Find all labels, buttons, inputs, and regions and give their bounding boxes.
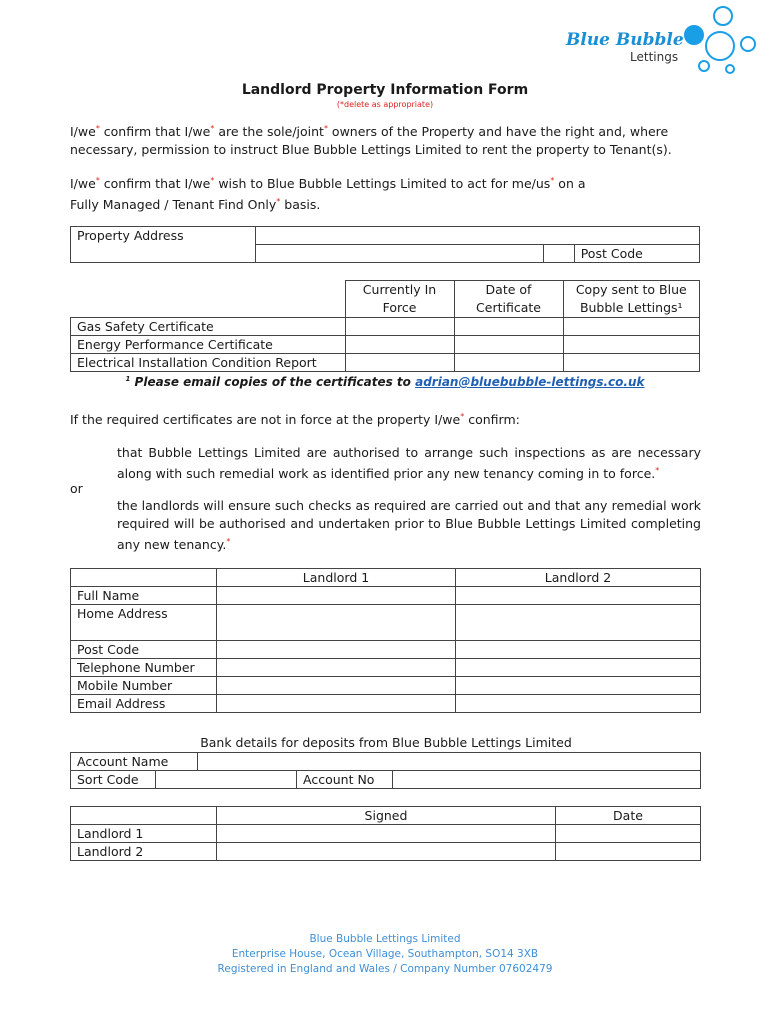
page-subtitle: (*delete as appropriate) bbox=[336, 100, 434, 109]
logo-brand: Blue Bubble bbox=[566, 30, 684, 50]
footer bbox=[0, 932, 770, 977]
bubble-icon bbox=[698, 60, 710, 72]
signed-table bbox=[70, 806, 701, 861]
cell-field[interactable] bbox=[454, 336, 563, 354]
bank-table bbox=[70, 752, 701, 771]
bubble-icon bbox=[705, 31, 735, 61]
cell-field[interactable] bbox=[456, 587, 701, 605]
header-currently-in-force: Currently In Force bbox=[345, 281, 454, 318]
cell-field[interactable] bbox=[345, 354, 454, 372]
cell-field[interactable] bbox=[563, 318, 700, 336]
table-row bbox=[71, 641, 701, 659]
cell-field[interactable] bbox=[563, 354, 700, 372]
cell-field[interactable] bbox=[456, 677, 701, 695]
footer-registration: Registered in England and Wales / Company Number 07602479 bbox=[217, 963, 553, 975]
option-two: the landlords will ensure such checks as required are carried out and that any remedial work required will be authorised and undertaken prior to Blue Bubble Lettings Limited completing any new tenancy.* bbox=[117, 498, 701, 553]
header-date: Date bbox=[556, 807, 701, 825]
or-text: or bbox=[70, 481, 83, 496]
sort-code-label: Sort Code bbox=[71, 771, 156, 789]
cell-field[interactable] bbox=[345, 336, 454, 354]
row-label: Landlord 2 bbox=[71, 843, 217, 861]
email-link[interactable]: adrian@bluebubble-lettings.co.uk bbox=[415, 375, 645, 389]
date-field[interactable] bbox=[556, 825, 701, 843]
post-code-label: Post Code bbox=[574, 245, 699, 263]
post-code-field[interactable] bbox=[543, 244, 700, 262]
ownership-statement: I/we* confirm that I/we* are the sole/joint* owners of the Property and have the right and, where necessary, permission to instruct Blue Bubble Lettings Limited to rent the property to Tenant(s). bbox=[70, 124, 672, 158]
property-address-field[interactable] bbox=[255, 227, 699, 245]
cell-field[interactable] bbox=[456, 605, 701, 641]
date-field[interactable] bbox=[556, 843, 701, 861]
account-name-label: Account Name bbox=[71, 753, 198, 771]
management-statement: I/we* confirm that I/we* wish to Blue Bubble Lettings Limited to act for me/us* on a Fully Managed / Tenant Find Only* basis. bbox=[70, 176, 586, 213]
landlords-table bbox=[70, 568, 701, 713]
required-intro: If the required certificates are not in force at the property I/we* confirm: bbox=[70, 412, 520, 428]
page-title: Landlord Property Information Form bbox=[241, 82, 529, 98]
table-row bbox=[71, 825, 701, 843]
row-label: Landlord 1 bbox=[71, 825, 217, 843]
table-row bbox=[71, 677, 701, 695]
row-label: Telephone Number bbox=[71, 659, 217, 677]
header-landlord-1: Landlord 1 bbox=[217, 569, 456, 587]
bubble-icon bbox=[725, 64, 735, 74]
certificates-note: $^1$ Please email copies of the certificates to adrian@bluebubble-lettings.co.uk bbox=[125, 375, 645, 389]
row-label: Full Name bbox=[71, 587, 217, 605]
row-label: Email Address bbox=[71, 695, 217, 713]
signature-field[interactable] bbox=[217, 843, 556, 861]
row-label: Gas Safety Certificate bbox=[71, 318, 346, 336]
cell-field[interactable] bbox=[217, 605, 456, 641]
cell-field[interactable] bbox=[217, 695, 456, 713]
cell-field[interactable] bbox=[454, 318, 563, 336]
bubble-icon bbox=[740, 36, 756, 52]
row-label: Post Code bbox=[71, 641, 217, 659]
bank-table-row2 bbox=[70, 770, 701, 789]
cell-field[interactable] bbox=[217, 677, 456, 695]
account-no-label: Account No bbox=[297, 771, 393, 789]
bubble-icon bbox=[684, 25, 704, 45]
cell-field[interactable] bbox=[563, 336, 700, 354]
signature-field[interactable] bbox=[217, 825, 556, 843]
table-row bbox=[71, 354, 700, 372]
row-label: Energy Performance Certificate bbox=[71, 336, 346, 354]
cell-field[interactable] bbox=[454, 354, 563, 372]
table-row bbox=[71, 695, 701, 713]
certificates-table bbox=[70, 280, 700, 372]
cell-field[interactable] bbox=[345, 318, 454, 336]
account-no-field[interactable] bbox=[393, 771, 701, 789]
table-row bbox=[71, 318, 700, 336]
sort-code-field[interactable] bbox=[156, 771, 297, 789]
table-row bbox=[71, 605, 701, 641]
footer-company: Blue Bubble Lettings Limited bbox=[309, 933, 461, 945]
table-row bbox=[71, 336, 700, 354]
cell-field[interactable] bbox=[456, 659, 701, 677]
option-one: that Bubble Lettings Limited are authorised to arrange such inspections as are necessary along with such remedial work as identified prior any new tenancy coming in to force.* bbox=[117, 445, 701, 482]
account-name-field[interactable] bbox=[198, 753, 701, 771]
table-row bbox=[71, 843, 701, 861]
logo-sub: Lettings bbox=[630, 50, 679, 64]
property-address-field-2[interactable] bbox=[255, 245, 574, 263]
logo bbox=[0, 0, 770, 80]
row-label: Electrical Installation Condition Report bbox=[71, 354, 346, 372]
cell-field[interactable] bbox=[456, 641, 701, 659]
cell-field[interactable] bbox=[217, 641, 456, 659]
property-address-label: Property Address bbox=[71, 227, 256, 263]
footer-address: Enterprise House, Ocean Village, Southampton, SO14 3XB bbox=[231, 948, 539, 960]
row-label: Home Address bbox=[71, 605, 217, 641]
header-date-of-certificate: Date of Certificate bbox=[454, 281, 563, 318]
cell-field[interactable] bbox=[217, 587, 456, 605]
header-copy-sent: Copy sent to Blue Bubble Lettings¹ bbox=[563, 281, 700, 318]
row-label: Mobile Number bbox=[71, 677, 217, 695]
bank-details-title: Bank details for deposits from Blue Bubble Lettings Limited bbox=[200, 735, 572, 750]
header-signed: Signed bbox=[217, 807, 556, 825]
header-landlord-2: Landlord 2 bbox=[456, 569, 701, 587]
table-row bbox=[71, 659, 701, 677]
cell-field[interactable] bbox=[217, 659, 456, 677]
bubble-icon bbox=[713, 6, 733, 26]
table-row bbox=[71, 587, 701, 605]
cell-field[interactable] bbox=[456, 695, 701, 713]
